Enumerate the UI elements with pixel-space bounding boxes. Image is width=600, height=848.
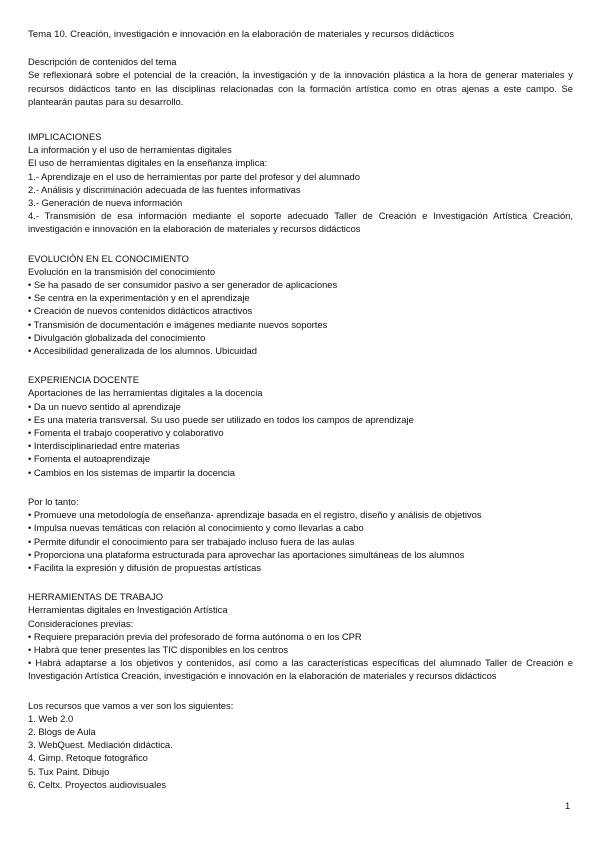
section-herramientas <box>28 590 573 682</box>
herramientas-heading: HERRAMIENTAS DE TRABAJO <box>28 591 164 603</box>
list-item: • Facilita la expresión y difusión de propuestas artísticas <box>28 561 262 573</box>
list-item: • Se ha pasado de ser consumidor pasivo a ser generador de aplicaciones <box>28 279 338 291</box>
list-item: 4. Gimp. Retoque fotográfico <box>28 752 148 764</box>
section-descripcion <box>28 55 573 108</box>
herramientas-list <box>28 630 573 683</box>
list-item: • Divulgación globalizada del conocimiento <box>28 331 206 343</box>
list-item: 1. Web 2.0 <box>28 712 74 724</box>
list-item: • Cambios en los sistemas de impartir la docencia <box>28 466 236 478</box>
list-item: • Promueve una metodología de enseñanza- aprendizaje basada en el registro, diseño y análisis de objetivos <box>28 509 482 521</box>
recursos-list <box>28 712 573 791</box>
list-item: • Habrá adaptarse a los objetivos y contenidos, así como a las características específicas del alumnado Taller de Creación e Investigación Artística Creación, investigación e innovación en la elaboración de materiales y recursos didácticos <box>28 657 573 682</box>
section-implicaciones <box>28 130 573 236</box>
list-item: 6. Celtx. Proyectos audiovisuales <box>28 778 167 790</box>
list-item: • Da un nuevo sentido al aprendizaje <box>28 400 181 412</box>
section-evolucion <box>28 252 573 358</box>
herramientas-subheading: Herramientas digitales en Investigación Artística <box>28 604 228 616</box>
list-item: 2. Blogs de Aula <box>28 725 96 737</box>
experiencia-heading: EXPERIENCIA DOCENTE <box>28 374 139 386</box>
section-recursos <box>28 699 573 791</box>
list-item: • Transmisión de documentación e imágenes mediante nuevos soportes <box>28 318 328 330</box>
list-item: 4.- Transmisión de esa información mediante el soporte adecuado Taller de Creación e Investigación Artística Creación, investigación e innovación en la elaboración de materiales y recursos didácticos <box>28 210 573 235</box>
list-item: 2.- Análisis y discriminación adecuada de las fuentes informativas <box>28 183 301 195</box>
page-number: 1 <box>565 800 571 811</box>
list-item: • Requiere preparación previa del profesorado de forma autónoma o en los CPR <box>28 630 362 642</box>
list-item: • Es una materia transversal. Su uso puede ser utilizado en todos los campos de aprendizaje <box>28 413 414 425</box>
list-item: • Proporciona una plataforma estructurada para aprovechar las aportaciones simultáneas de los alumnos <box>28 548 465 560</box>
implicaciones-intro: El uso de herramientas digitales en la enseñanza implica: <box>28 157 268 169</box>
list-item: • Creación de nuevos contenidos didácticos atractivos <box>28 305 253 317</box>
list-item: • Se centra en la experimentación y en el aprendizaje <box>28 292 250 304</box>
descripcion-text: Se reflexionará sobre el potencial de la creación, la investigación y de la innovación plástica a la hora de generar materiales y recursos didácticos tanto en las disciplinas relacionadas con la formación artística como en otras ajenas a este campo. Se plantearán pautas para su desarrollo. <box>28 69 573 107</box>
list-item: • Accesibilidad generalizada de los alumnos. Ubicuidad <box>28 345 257 357</box>
evolucion-heading: EVOLUCIÓN EN EL CONOCIMIENTO <box>28 252 189 264</box>
descripcion-heading: Descripción de contenidos del tema <box>28 56 177 68</box>
section-experiencia <box>28 373 573 479</box>
experiencia-subheading: Aportaciones de las herramientas digitales a la docencia <box>28 387 263 399</box>
list-item: 3. WebQuest. Mediación didáctica. <box>28 739 173 751</box>
list-item: • Impulsa nuevas temáticas con relación al conocimiento y como llevarlas a cabo <box>28 522 364 534</box>
por-lo-tanto-heading: Por lo tanto: <box>28 495 79 507</box>
list-item: • Habrá que tener presentes las TIC disponibles en los centros <box>28 643 289 655</box>
list-item: 1.- Aprendizaje en el uso de herramientas por parte del profesor y del alumnado <box>28 170 360 182</box>
list-item: • Fomenta el trabajo cooperativo y colaborativo <box>28 427 224 439</box>
experiencia-list <box>28 400 573 479</box>
implicaciones-subheading: La información y el uso de herramientas digitales <box>28 144 232 156</box>
por-lo-tanto-list <box>28 508 573 574</box>
herramientas-intro: Consideraciones previas: <box>28 617 134 629</box>
list-item: 3.- Generación de nueva información <box>28 197 183 209</box>
implicaciones-list <box>28 170 573 236</box>
list-item: • Permite difundir el conocimiento para ser trabajado incluso fuera de las aulas <box>28 535 355 547</box>
section-por-lo-tanto <box>28 495 573 574</box>
list-item: • Fomenta el autoaprendizaje <box>28 453 151 465</box>
implicaciones-heading: IMPLICACIONES <box>28 131 102 143</box>
list-item: 5. Tux Paint. Dibujo <box>28 765 110 777</box>
list-item: • Interdisciplinariedad entre materias <box>28 440 180 452</box>
recursos-intro: Los recursos que vamos a ver son los siguientes: <box>28 699 234 711</box>
document-title: Tema 10. Creación, investigación e innovación en la elaboración de materiales y recursos didácticos <box>28 29 455 40</box>
evolucion-list <box>28 278 573 357</box>
document-page <box>28 28 573 802</box>
evolucion-subheading: Evolución en la transmisión del conocimiento <box>28 265 216 277</box>
